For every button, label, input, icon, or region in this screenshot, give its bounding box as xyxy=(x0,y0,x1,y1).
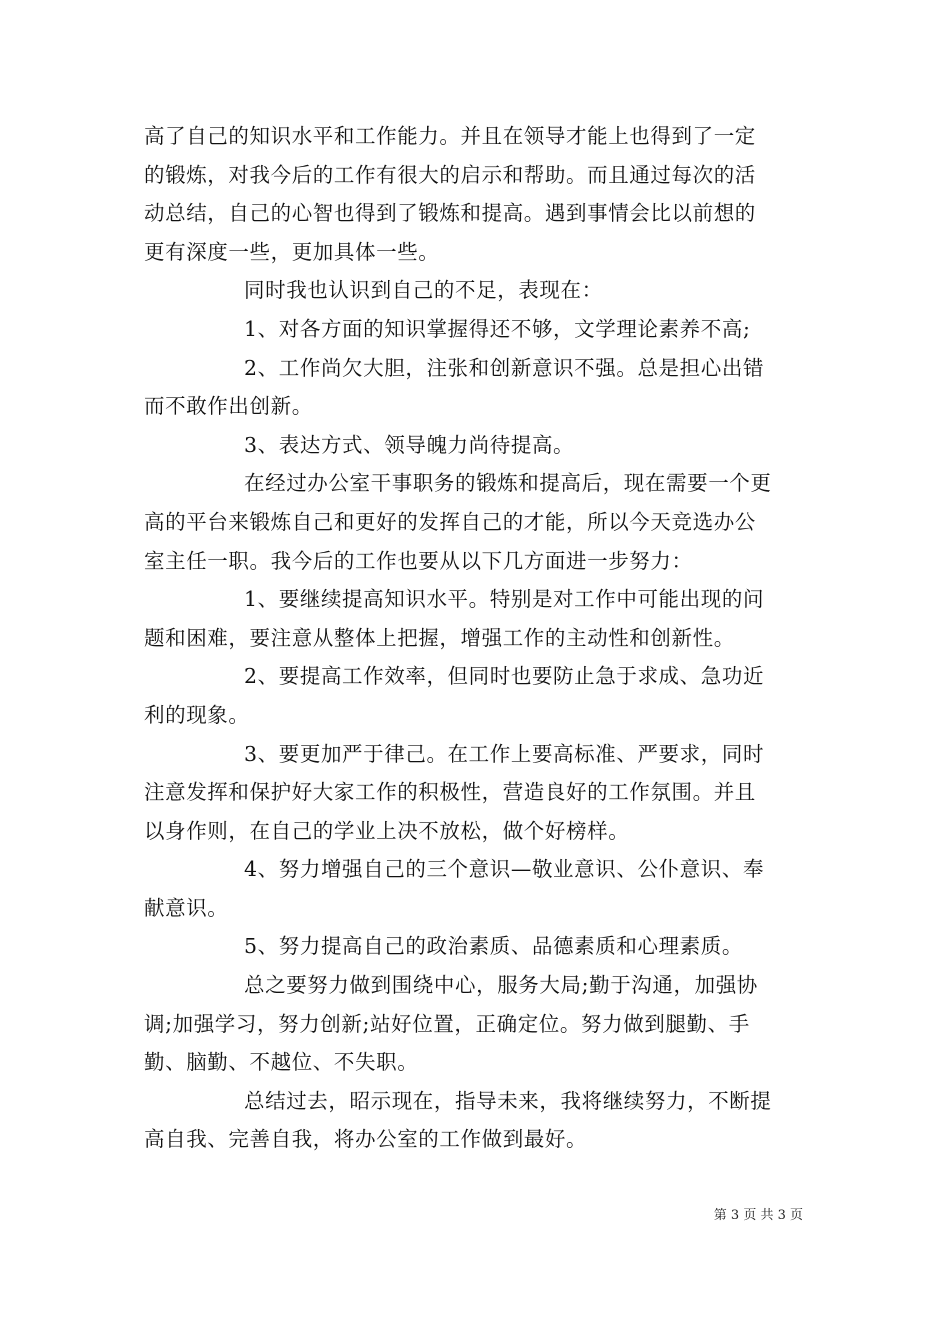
text-line: 2、要提高工作效率，但同时也要防止急于求成、急功近 xyxy=(244,664,765,689)
text-line: 而不敢作出创新。 xyxy=(144,394,313,419)
text-line: 高自我、完善自我，将办公室的工作做到最好。 xyxy=(144,1127,588,1152)
text-line: 题和困难，要注意从整体上把握，增强工作的主动性和创新性。 xyxy=(144,625,735,650)
text-line: 4、努力增强自己的三个意识—敬业意识、公仆意识、奉 xyxy=(244,857,765,882)
text-line: 室主任一职。我今后的工作也要从以下几方面进一步努力： xyxy=(144,548,693,573)
text-line: 动总结，自己的心智也得到了锻炼和提高。遇到事情会比以前想的 xyxy=(144,201,756,226)
text-line: 5、努力提高自己的政治素质、品德素质和心理素质。 xyxy=(244,934,743,959)
text-line: 高的平台来锻炼自己和更好的发挥自己的才能，所以今天竞选办公 xyxy=(144,509,756,534)
text-line: 3、要更加严于律己。在工作上要高标准、严要求，同时 xyxy=(244,741,765,766)
text-line: 1、对各方面的知识掌握得还不够，文学理论素养不高; xyxy=(244,316,751,341)
text-line: 在经过办公室干事职务的锻炼和提高后，现在需要一个更 xyxy=(244,471,772,496)
text-line: 调;加强学习，努力创新;站好位置，正确定位。努力做到腿勤、手 xyxy=(144,1011,750,1036)
text-line: 注意发挥和保护好大家工作的积极性，营造良好的工作氛围。并且 xyxy=(144,780,756,805)
document-body xyxy=(144,117,812,1159)
text-line: 同时我也认识到自己的不足，表现在： xyxy=(244,278,603,303)
text-line: 献意识。 xyxy=(144,895,229,920)
text-line: 2、工作尚欠大胆，注张和创新意识不强。总是担心出错 xyxy=(244,355,765,380)
text-line: 高了自己的知识水平和工作能力。并且在领导才能上也得到了一定 xyxy=(144,124,756,148)
text-line: 勤、脑勤、不越位、不失职。 xyxy=(144,1050,419,1075)
text-line: 的锻炼，对我今后的工作有很大的启示和帮助。而且通过每次的活 xyxy=(144,162,756,187)
text-line: 3、表达方式、领导魄力尚待提高。 xyxy=(244,432,575,457)
page-number: 第 3 页 共 3 页 xyxy=(713,1208,803,1223)
text-line: 1、要继续提高知识水平。特别是对工作中可能出现的问 xyxy=(244,587,765,612)
text-line: 总结过去，昭示现在，指导未来，我将继续努力，不断提 xyxy=(244,1088,772,1113)
text-line: 以身作则，在自己的学业上决不放松，做个好榜样。 xyxy=(144,818,630,843)
text-line: 利的现象。 xyxy=(144,702,250,727)
text-line: 总之要努力做到围绕中心，服务大局;勤于沟通，加强协 xyxy=(244,973,758,998)
text-line: 更有深度一些，更加具体一些。 xyxy=(144,239,440,264)
